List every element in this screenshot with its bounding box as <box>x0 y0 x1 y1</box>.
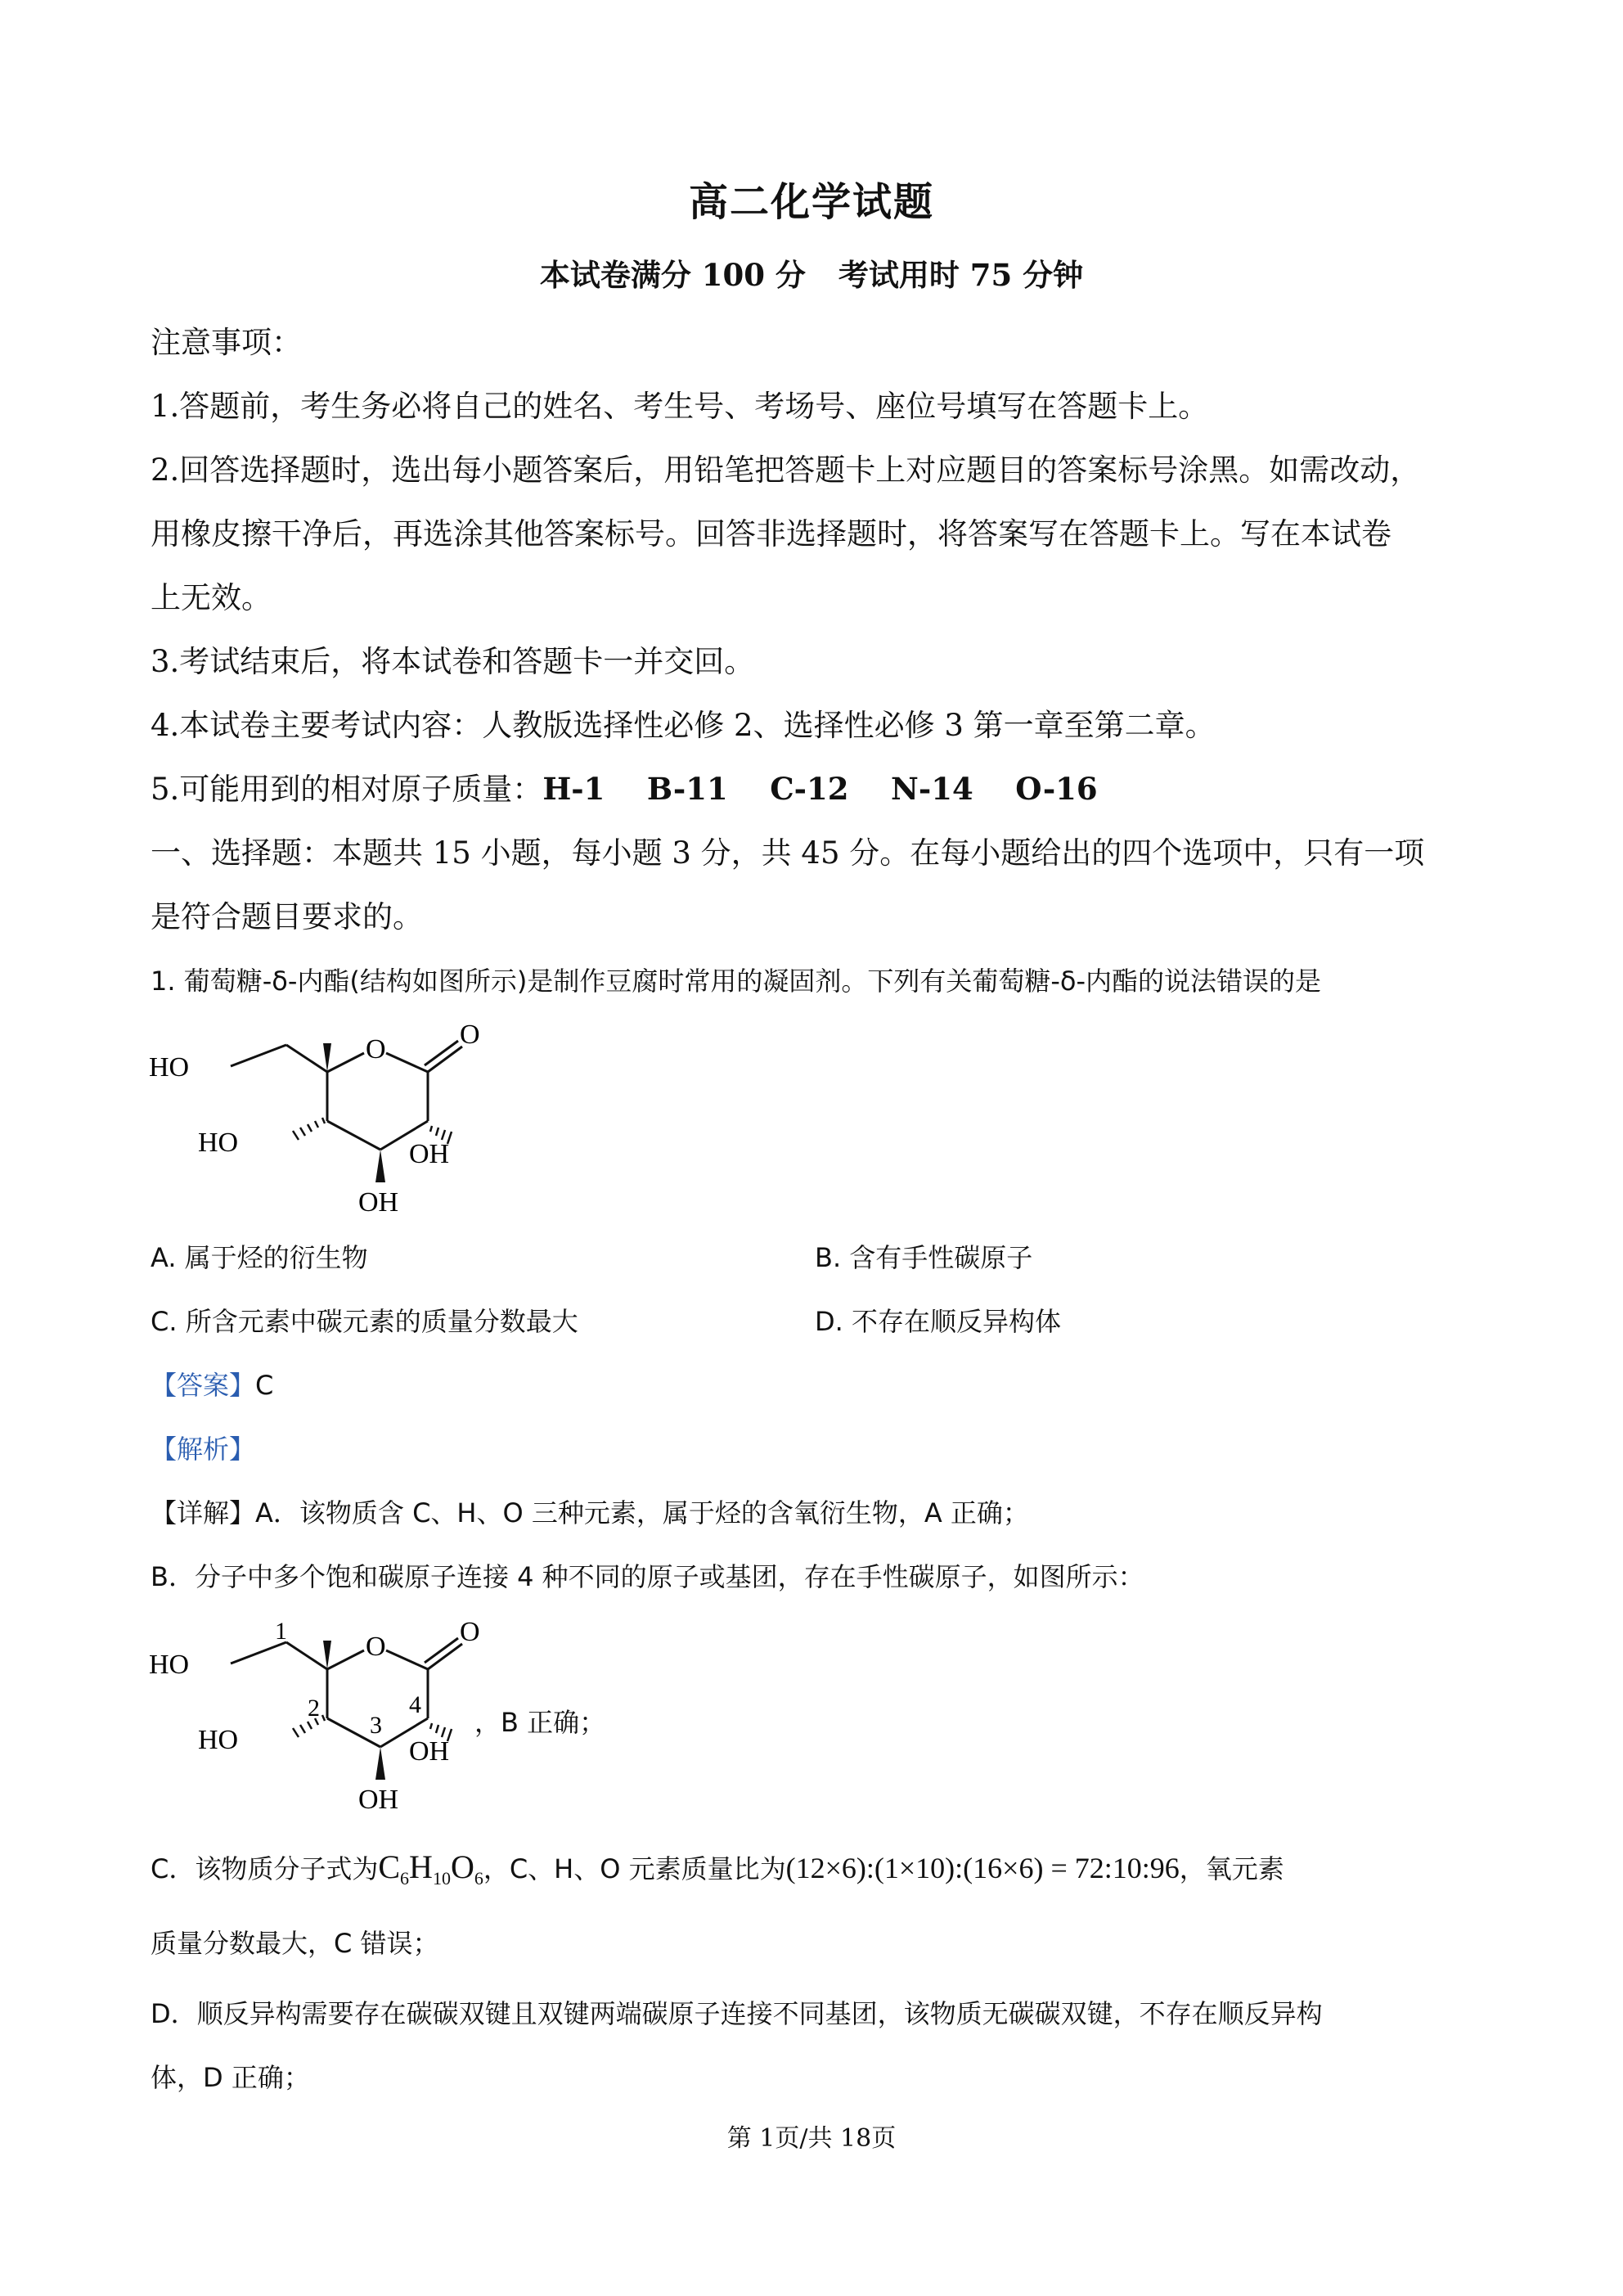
glucono-lactone-structure <box>139 1011 483 1223</box>
option-b: B. 含有手性碳原子 <box>815 1242 1033 1273</box>
page-footer: 第 1页/共 18页 <box>726 2124 897 2153</box>
notice-item-3: 3.考试结束后，将本试卷和答题卡一并交回。 <box>151 644 755 679</box>
label-ring-o: O <box>366 1034 386 1065</box>
label-ring-o: O <box>366 1632 386 1662</box>
bond-c1-o <box>327 1053 364 1072</box>
hash-c2 <box>293 1118 325 1140</box>
notice-item-4: 4.本试卷主要考试内容：人教版选择性必修 2、选择性必修 3 第一章至第二章。 <box>151 708 1216 743</box>
label-oh-bottom: OH <box>358 1187 399 1218</box>
mass-ratio-expression: (12×6):(1×10):(16×6) = 72:10:96 <box>785 1852 1180 1884</box>
bond-c1-ch2 <box>286 1045 327 1072</box>
subtitle-time: 考试用时 75 分钟 <box>838 257 1084 293</box>
notice-heading: 注意事项： <box>151 325 302 360</box>
label-carbonyl-o: O <box>460 1617 480 1647</box>
chiral-label-3: 3 <box>370 1712 382 1739</box>
label-ho-left: HO <box>198 1725 239 1755</box>
label-ho-top: HO <box>149 1650 190 1680</box>
bond-o-c5 <box>386 1053 428 1072</box>
label-carbonyl-o: O <box>460 1020 480 1050</box>
answer-tag: 【答案】 <box>151 1370 256 1401</box>
bond-ch2-ho <box>231 1045 286 1066</box>
notice-item-5 <box>151 764 1098 808</box>
wedge-c1 <box>323 1043 331 1072</box>
label-oh-right: OH <box>409 1736 450 1767</box>
chiral-label-2: 2 <box>308 1695 320 1722</box>
detail-b-conclusion: ，B 正确； <box>474 1707 606 1738</box>
detail-a: 【详解】A．该物质含 C、H、O 三种元素，属于烃的含氧衍生物，A 正确； <box>151 1497 1029 1528</box>
detail-c-line-2: 质量分数最大，C 错误； <box>151 1928 439 1959</box>
option-c: C. 所含元素中碳元素的质量分数最大 <box>151 1306 578 1337</box>
subtitle-score: 本试卷满分 100 分 <box>539 257 806 293</box>
chiral-label-4: 4 <box>409 1691 421 1718</box>
answer-value: C <box>255 1370 274 1401</box>
label-ho-left: HO <box>198 1128 239 1158</box>
detail-c-prefix: C．该物质分子式为 <box>151 1853 379 1884</box>
analysis-tag: 【解析】 <box>151 1434 256 1465</box>
notice-item-2-line-1: 2.回答选择题时，选出每小题答案后，用铅笔把答题卡上对应题目的答案标号涂黑。如需改动， <box>151 452 1421 488</box>
chiral-carbon-structure <box>139 1608 483 1821</box>
section-1-line-1: 一、选择题：本题共 15 小题，每小题 3 分，共 45 分。在每小题给出的四个选项中，只有一项 <box>151 835 1425 871</box>
notice-item-1: 1.答题前，考生务必将自己的姓名、考生号、考场号、座位号填写在答题卡上。 <box>151 389 1209 424</box>
notice-item-2-line-2: 用橡皮擦干净后，再选涂其他答案标号。回答非选择题时，将答案写在答题卡上。写在本试卷 <box>151 516 1391 551</box>
bond-c3-c2 <box>327 1121 380 1150</box>
detail-d-line-1: D．顺反异构需要存在碳碳双键且双键两端碳原子连接不同基团，该物质无碳碳双键，不存在顺反异构 <box>151 1998 1323 2029</box>
detail-c-line-1 <box>151 1848 1284 1889</box>
detail-d-line-2: 体，D 正确； <box>151 2062 310 2093</box>
exam-subtitle <box>0 250 1623 295</box>
detail-c-suffix: ，氧元素 <box>1179 1853 1284 1884</box>
notice-item-2-line-3: 上无效。 <box>151 580 272 615</box>
question-1-stem: 1. 葡萄糖-δ-内酯(结构如图所示)是制作豆腐时常用的凝固剂。下列有关葡萄糖-δ-内酯的说法错误的是 <box>151 966 1322 997</box>
page-title: 高二化学试题 <box>688 179 934 225</box>
chiral-label-1: 1 <box>275 1618 287 1645</box>
label-oh-right: OH <box>409 1139 450 1169</box>
molecular-formula: $C_6H_{10}O_6$ <box>378 1848 483 1889</box>
option-a: A. 属于烃的衍生物 <box>151 1242 368 1273</box>
label-ho-top: HO <box>149 1052 190 1083</box>
label-oh-bottom: OH <box>358 1785 399 1815</box>
section-1-line-2: 是符合题目要求的。 <box>151 899 423 934</box>
option-d: D. 不存在顺反异构体 <box>815 1306 1061 1337</box>
notice-item-5-prefix: 5.可能用到的相对原子质量： <box>151 772 543 807</box>
detail-c-middle: ，C、H、O 元素质量比为 <box>483 1853 786 1884</box>
wedge-c3 <box>375 1150 385 1182</box>
atomic-masses: H-1 B-11 C-12 N-14 O-16 <box>542 771 1098 807</box>
answer-line <box>151 1365 273 1402</box>
detail-b: B．分子中多个饱和碳原子连接 4 种不同的原子或基团，存在手性碳原子，如图所示： <box>151 1561 1144 1592</box>
